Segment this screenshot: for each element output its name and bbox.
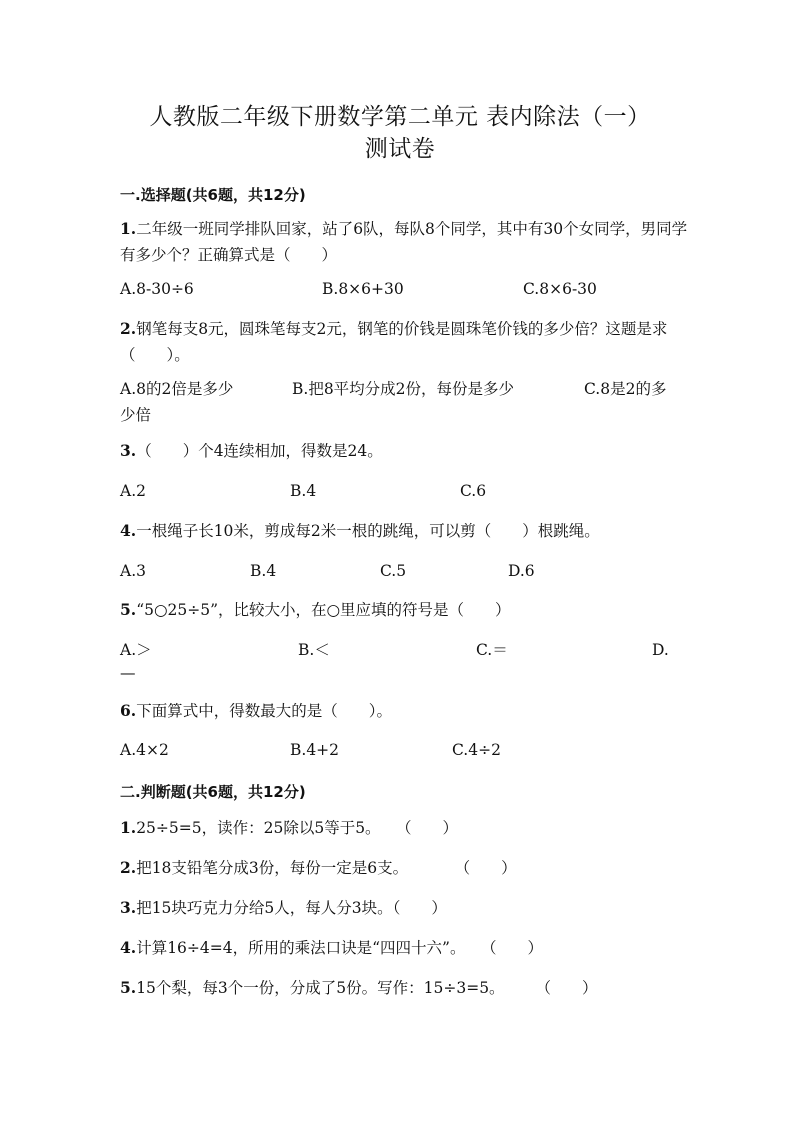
- judgement-4: [120, 935, 690, 961]
- option-b: B.＜: [298, 641, 330, 659]
- section-heading-judgement: 二.判断题(共6题，共12分): [120, 783, 306, 801]
- judgement-1: [120, 815, 690, 841]
- question-3: [120, 438, 690, 464]
- option-d: D.: [652, 641, 669, 659]
- option-a: A.8的2倍是多少: [120, 380, 234, 398]
- option-a: A.4×2: [120, 741, 169, 759]
- page-title: 人教版二年级下册数学第二单元 表内除法（一）: [149, 104, 651, 130]
- question-text: “5○25÷5”，比较大小，在○里应填的符号是（ ）: [136, 601, 511, 619]
- question-number: 5.: [120, 600, 137, 619]
- option-a: A.3: [120, 562, 146, 580]
- option-d-continued: —: [120, 664, 136, 682]
- question-number: 6.: [120, 701, 137, 720]
- option-c: C.5: [380, 562, 407, 580]
- option-c: C.8是2的多少倍: [120, 380, 667, 424]
- option-a: A.＞: [120, 641, 152, 659]
- question-text: 计算16÷4=4，所用的乘法口诀是“四四十六”。 （ ）: [136, 939, 543, 957]
- question-number: 1.: [120, 219, 137, 238]
- question-number: 2.: [120, 319, 137, 338]
- option-b: B.8×6+30: [322, 280, 404, 298]
- question-text: 下面算式中，得数最大的是（ ）。: [136, 702, 392, 720]
- option-a: A.2: [120, 482, 146, 500]
- question-number: 4.: [120, 938, 137, 957]
- question-text: 一根绳子长10米，剪成每2米一根的跳绳，可以剪（ ）根跳绳。: [136, 522, 600, 540]
- question-number: 2.: [120, 858, 137, 877]
- question-text: 钢笔每支8元，圆珠笔每支2元，钢笔的价钱是圆珠笔价钱的多少倍？这题是求（ ）。: [120, 320, 668, 364]
- option-c: C.＝: [476, 641, 508, 659]
- page-subtitle: 测试卷: [364, 136, 436, 162]
- option-b: B.4: [290, 482, 317, 500]
- section-heading-choice: 一.选择题(共6题，共12分): [120, 186, 306, 204]
- judgement-2: [120, 855, 690, 881]
- question-text: 二年级一班同学排队回家，站了6队，每队8个同学，其中有30个女同学，男同学有多少个？正确算式是（ ）: [120, 220, 688, 264]
- option-a: A.8-30÷6: [120, 280, 194, 298]
- question-5: [120, 597, 690, 623]
- question-text: 15个梨，每3个一份，分成了5份。写作：15÷3=5。 （ ）: [136, 979, 598, 997]
- question-text: 25÷5=5，读作：25除以5等于5。 （ ）: [136, 819, 459, 837]
- question-number: 4.: [120, 521, 137, 540]
- option-c: C.8×6-30: [523, 280, 597, 298]
- option-c: C.4÷2: [452, 741, 501, 759]
- option-c: C.6: [460, 482, 487, 500]
- question-text: 把15块巧克力分给5人，每人分3块。（ ）: [136, 899, 447, 917]
- option-b: B.把8平均分成2份，每份是多少: [292, 380, 515, 398]
- judgement-3: [120, 895, 690, 921]
- question-number: 3.: [120, 441, 137, 460]
- question-text: 把18支铅笔分成3份，每份一定是6支。 （ ）: [136, 859, 517, 877]
- question-1: [120, 216, 690, 268]
- option-d: D.6: [508, 562, 535, 580]
- question-6: [120, 698, 690, 724]
- question-number: 5.: [120, 978, 137, 997]
- question-2: [120, 316, 690, 368]
- judgement-5: [120, 975, 690, 1001]
- option-b: B.4: [250, 562, 277, 580]
- question-number: 1.: [120, 818, 137, 837]
- question-text: （ ）个4连续相加，得数是24。: [136, 442, 383, 460]
- question-number: 3.: [120, 898, 137, 917]
- question-4: [120, 518, 690, 544]
- option-b: B.4+2: [290, 741, 340, 759]
